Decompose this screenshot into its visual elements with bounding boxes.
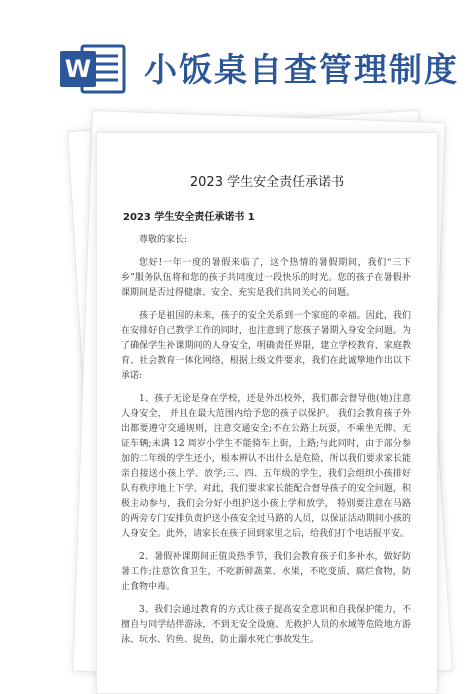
body-paragraph: 2、暑假补课期间正值炎热季节，我们会教育孩子们多补水，做好防暑工作;注意饮食卫生，不吃新鲜蔬菜、水果，不吃变质、腐烂食物，防止食物中毒。 (121, 552, 411, 592)
body-paragraph: 孩子是祖国的未来，孩子的安全关系到一个家庭的幸福。因此，我们在安排好自己教学工作的同时，也注意到了您孩子暑期入身安全问题。为了确保学生补课期间的人身安全，明确责任界限，建立学校教育、家庭教育、社会教育一体化网络，根据上级文件要求，我们在此诚挚地作出以下承诺: (121, 311, 411, 381)
word-logo-letter: W (64, 55, 92, 83)
salutation: 尊敬的家长: (139, 235, 188, 245)
banner-title: 小饭桌自查管理制度 (144, 50, 459, 89)
body-paragraph: 您好!一年一度的暑假来临了，这个热情的暑假期间，我们“三下乡”服务队伍将和您的孩子共同度过一段快乐的时光。您的孩子在暑假补课期间是否过得健康、安全、充实是我们共同关心的问题。 (121, 258, 411, 298)
top-banner (0, 0, 474, 120)
word-document-icon (60, 42, 126, 96)
body-paragraph: 1、孩子无论是身在学校，还是外出校外，我们都会督导他(她)注意人身安全， 并且在最大范围内给予您的孩子以保护。 我们会教育孩子外出都要遵守交通规则，注意交通安全;不在公路上玩耍，不乘坐无牌、无证车辆;未满 12 周岁小学生不能骑车上街，上路;与此同时，由于部分参加的二年级的学生还小，根本辨认不出什么是危险，所以我们要求家长能亲自接送小孩上学、放学;三、四、五年级的学生，我们会组织小孩排好队有秩序地上下学。对此，我们要求家长能配合督导孩子的安全问题，积极主动参与，我们会分好小组护送小孩上学和放学， 特别要注意在马路的两旁专门安排负责护送小孩安全过马路的人员，以保证活动期间小孩的人身安全。此外，请家长在孩子回到家里之后，给我们打个电话报平安。 (121, 394, 411, 539)
document-title: 2023 学生安全责任承诺书 (189, 175, 345, 190)
document-page (96, 132, 438, 694)
document-body (121, 233, 411, 656)
body-paragraph: 3、我们会通过教育的方式让孩子提高安全意识和自我保护能力，不擅自与同学结伴游泳，不到无安全设施、无救护人员的水域等危险地方游泳、玩水、钓鱼、捉鱼，防止溺水死亡事故发生。 (121, 605, 411, 645)
document-subtitle: 2023 学生安全责任承诺书 1 (123, 212, 255, 223)
